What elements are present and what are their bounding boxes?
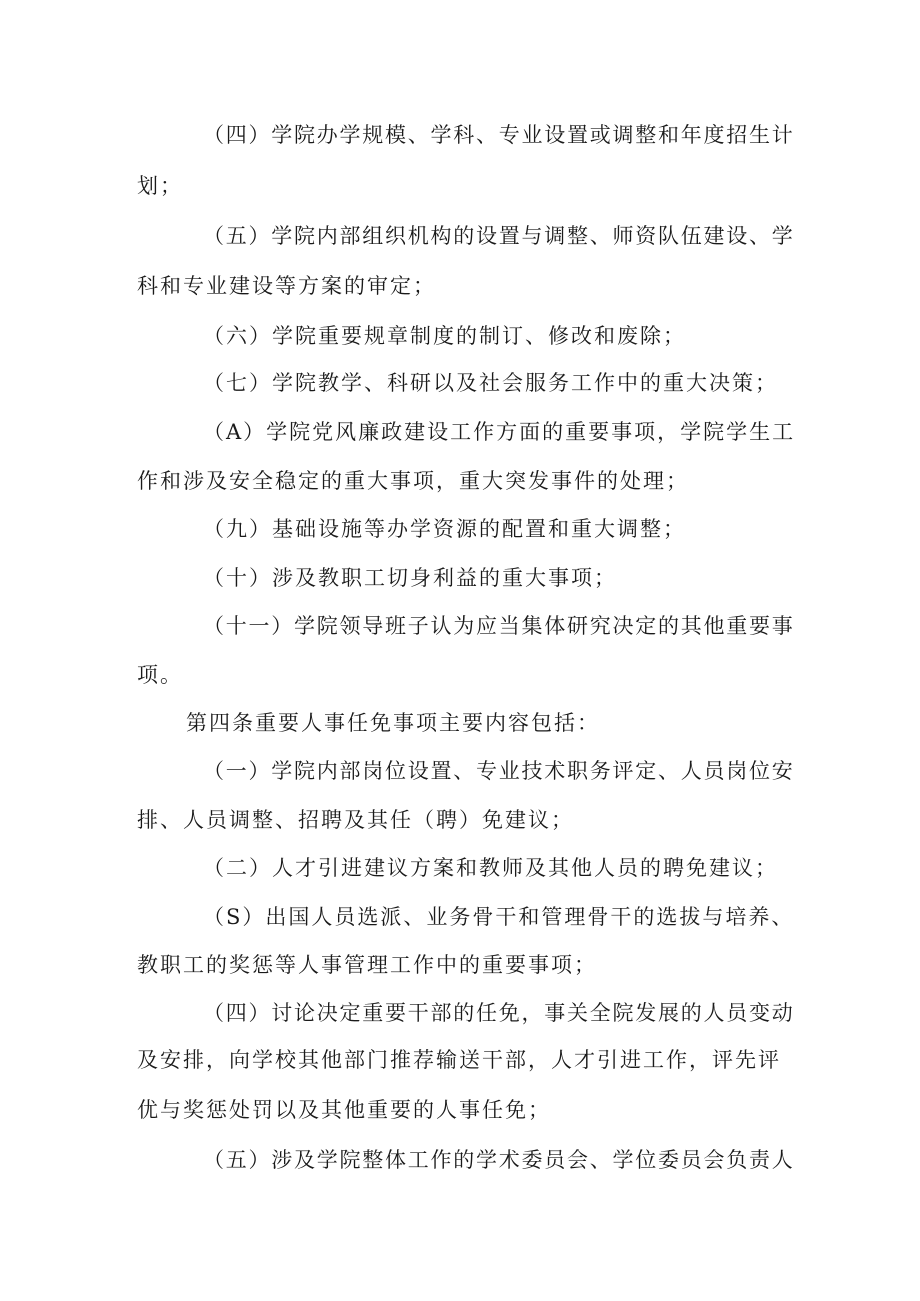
text-line: 项。: [137, 663, 183, 687]
text-line: （九）基础设施等办学资源的配置和重大调整；: [203, 517, 686, 541]
text-line: （五）学院内部组织机构的设置与调整、师资队伍建设、学: [203, 224, 795, 248]
text-line: （七）学院教学、科研以及社会服务工作中的重大决策；: [203, 371, 778, 395]
text-line: 排、人员调整、招聘及其任（聘）免建议；: [137, 808, 574, 832]
section-heading: 第四条重要人事任免事项主要内容包括：: [186, 711, 600, 735]
text-line: （A）学院党风廉政建设工作方面的重要事项，学院学生工: [203, 420, 796, 444]
text-line: 科和专业建设等方案的审定；: [137, 274, 436, 298]
text-line: （十一）学院领导班子认为应当集体研究决定的其他重要事: [203, 614, 795, 638]
text-line: （一）学院内部岗位设置、专业技术职务评定、人员岗位安: [203, 759, 795, 783]
text-line: （二）人才引进建议方案和教师及其他人员的聘免建议；: [203, 856, 778, 880]
text-line: 划；: [137, 174, 183, 198]
text-line: 优与奖惩处罚以及其他重要的人事任免；: [137, 1098, 551, 1122]
text-line: 教职工的奖惩等人事管理工作中的重要事项；: [137, 953, 597, 977]
text-line: （十）涉及教职工切身利益的重大事项；: [203, 566, 617, 590]
text-line: （五）涉及学院整体工作的学术委员会、学位委员会负责人: [203, 1148, 795, 1172]
text-line: 及安排，向学校其他部门推荐输送干部，人才引进工作，评先评: [137, 1048, 781, 1072]
text-line: 作和涉及安全稳定的重大事项，重大突发事件的处理；: [137, 469, 689, 493]
text-line: （四）讨论决定重要干部的任免，事关全院发展的人员变动: [203, 1001, 795, 1025]
text-line: （六）学院重要规章制度的制订、修改和废除；: [203, 324, 686, 348]
text-line: （四）学院办学规模、学科、专业设置或调整和年度招生计: [203, 123, 795, 147]
text-line: （S）出国人员选派、业务骨干和管理骨干的选拔与培养、: [203, 905, 795, 929]
